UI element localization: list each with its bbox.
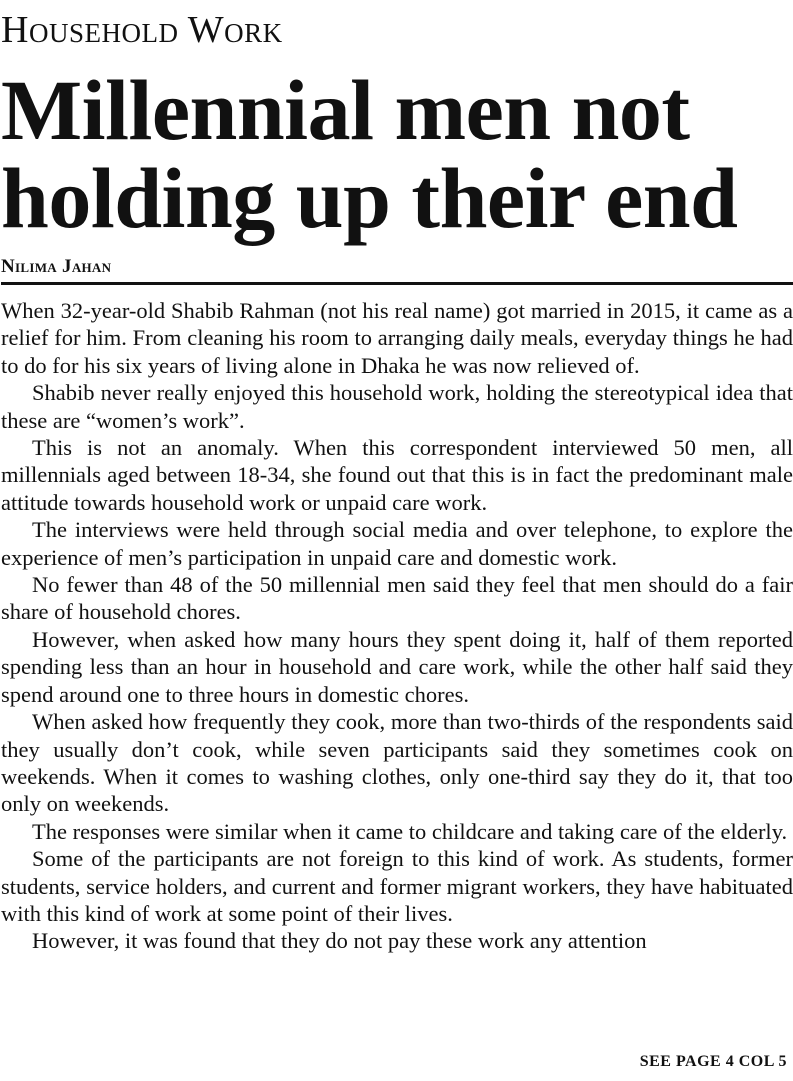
section-kicker: Household Work — [1, 9, 283, 51]
paragraph: This is not an anomaly. When this correspondent interviewed 50 men, all millennials aged between 18-34, she found out that this is in fact the predominant male attitude towards household work or unpaid care work. — [1, 435, 793, 515]
byline: Nilima Jahan — [1, 256, 112, 277]
headline: Millennial men not holding up their end — [1, 62, 738, 246]
paragraph: No fewer than 48 of the 50 millennial men said they feel that men should do a fair share of household chores. — [1, 572, 793, 625]
paragraph: When 32-year-old Shabib Rahman (not his real name) got married in 2015, it came as a relief for him. From cleaning his room to arranging daily meals, everyday things he had to do for his six years of living alone in Dhaka he was now relieved of. — [1, 298, 793, 378]
divider-rule — [1, 282, 793, 285]
paragraph: However, when asked how many hours they spent doing it, half of them reported spending less than an hour in household and care work, while the other half said they spend around one to three hours in domestic chores. — [1, 626, 793, 707]
paragraph: Shabib never really enjoyed this household work, holding the stereotypical idea that these are “women’s work”. — [1, 380, 793, 433]
paragraph: However, it was found that they do not pay these work any attention — [32, 928, 647, 954]
paragraph: The responses were similar when it came to childcare and taking care of the elderly. — [32, 818, 788, 844]
paragraph: When asked how frequently they cook, more than two-thirds of the respondents said they usually don’t cook, while seven participants said they sometimes cook on weekends. When it comes to washing clothes, only one-third say they do it, that too only on weekends. — [1, 709, 793, 817]
paragraph: Some of the participants are not foreign to this kind of work. As students, former students, service holders, and current and former migrant workers, they have habituated with this kind of work at some point of their lives. — [1, 846, 793, 926]
paragraph: The interviews were held through social media and over telephone, to explore the experience of men’s participation in unpaid care and domestic work. — [1, 517, 793, 570]
article-body — [1, 297, 793, 955]
article-page — [0, 8, 793, 1081]
continuation-jump: SEE PAGE 4 COL 5 — [639, 1053, 787, 1070]
